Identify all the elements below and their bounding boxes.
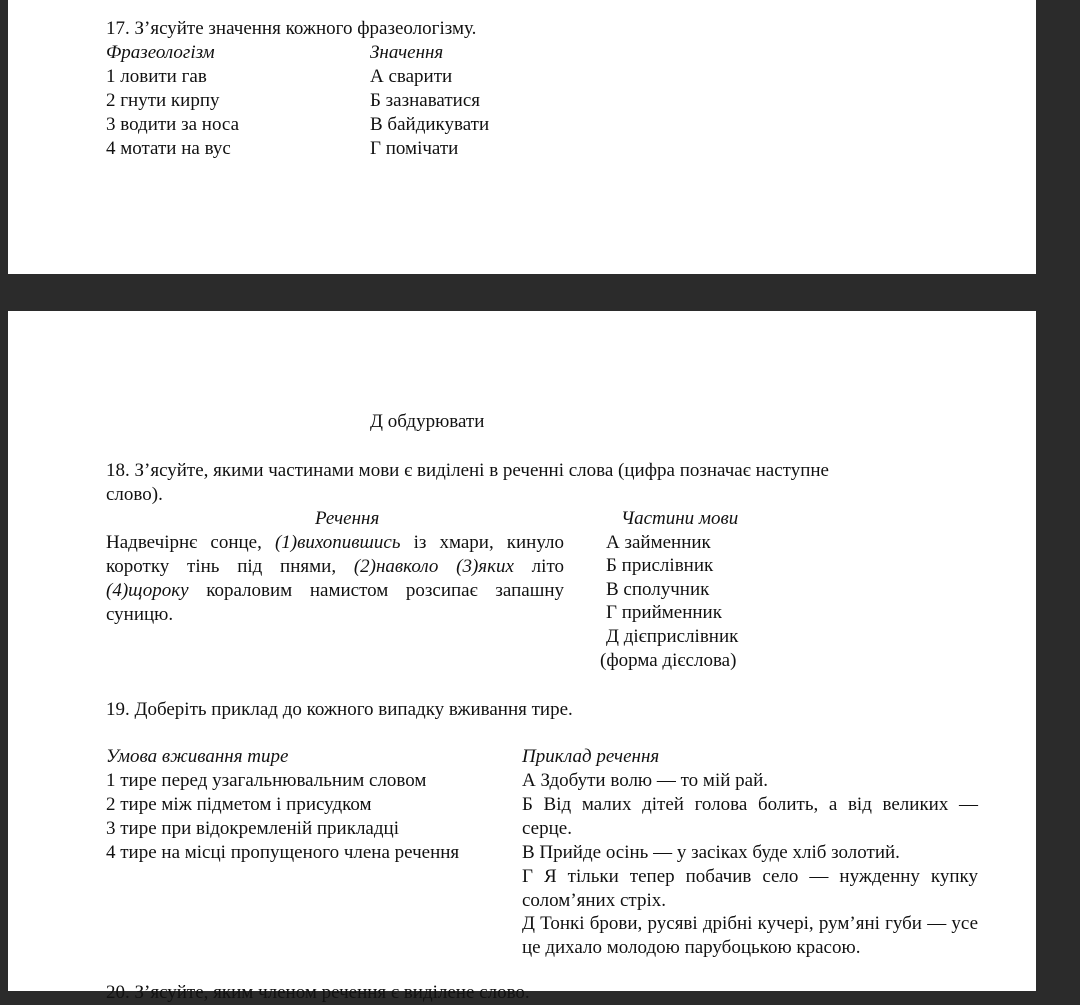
q18-highlighted-word: (4)щороку — [106, 580, 189, 601]
q17-title: 17. З’ясуйте значення кожного фразеологізму. — [106, 18, 477, 39]
q17-left-item: 4 мотати на вус — [106, 138, 231, 159]
q17-right-header: Значення — [370, 42, 444, 63]
q18-sentence-part — [438, 556, 456, 577]
q19-left-item: 1 тире перед узагальнювальним словом — [106, 770, 427, 791]
q18-title-line2: слово). — [106, 484, 163, 505]
q18-right-item: А займенник — [606, 532, 711, 553]
q17-left-item: 3 водити за носа — [106, 114, 240, 135]
q20-partial-title: 20. З’ясуйте, яким членом речення є виділене слово. — [106, 982, 530, 1003]
q18-sentence-part: із хмари, кинуло коротку тінь під пнями, — [106, 532, 564, 577]
q18-right-item: Г прийменник — [606, 602, 722, 623]
q17-right-item: А сварити — [370, 66, 453, 87]
document-page-1 — [8, 0, 1036, 274]
q18-highlighted-word: (2)навколо — [353, 556, 439, 577]
q17-right-item: В байдикувати — [370, 114, 490, 135]
q19-left-item: 4 тире на місці пропущеного члена речення — [106, 842, 460, 863]
q17-overflow-item: Д обдурювати — [370, 411, 485, 432]
q19-title: 19. Доберіть приклад до кожного випадку вживання тире. — [106, 699, 573, 720]
q18-left-header: Речення — [315, 508, 380, 529]
q19-right-item: А Здобути волю — то мій рай. — [522, 770, 768, 791]
q17-left-header: Фразеологізм — [106, 42, 215, 63]
q18-right-item: (форма дієслова) — [600, 650, 737, 671]
q18-highlighted-word: (3)яких — [456, 556, 514, 577]
q18-sentence — [106, 531, 564, 627]
q17-left-item: 1 ловити гав — [106, 66, 207, 87]
q18-right-header: Частини мови — [621, 508, 739, 529]
q19-right-item: Д Тонкі брови, русяві дрібні кучері, рум’яні губи — усе це дихало молодою парубоцькою красою. — [522, 913, 978, 958]
q18-title-line1: 18. З’ясуйте, якими частинами мови є виділені в реченні слова (цифра позначає наступне — [106, 460, 829, 481]
q18-sentence-part: літо — [513, 556, 564, 577]
q18-highlighted-word: (1)вихопившись — [274, 532, 401, 553]
q18-sentence-part: Надвечірнє сонце, — [106, 532, 275, 553]
q19-left-header: Умова вживання тире — [106, 746, 289, 767]
q18-right-item: Б прислівник — [606, 555, 714, 576]
q18-right-item: В сполучник — [606, 579, 710, 600]
q17-right-item: Б зазнаватися — [370, 90, 481, 111]
document-page-2 — [8, 311, 1036, 1003]
q18-right-item: Д дієприслівник — [606, 626, 739, 647]
q19-right-item: Б Від малих дітей голова болить, а від великих — серце. — [522, 794, 978, 839]
q19-left-item: 2 тире між підметом і присудком — [106, 794, 372, 815]
q18-sentence-part: кораловим намистом розсипає запашну суницю. — [106, 580, 564, 625]
q17-right-item: Г помічати — [370, 138, 459, 159]
q19-right-header: Приклад речення — [522, 746, 660, 767]
q19-left-item: 3 тире при відокремленій прикладці — [106, 818, 399, 839]
q19-right-item: Г Я тільки тепер побачив село — нужденну купку солом’яних стріх. — [522, 866, 978, 911]
q17-left-item: 2 гнути кирпу — [106, 90, 220, 111]
q19-right-item: В Прийде осінь — у засіках буде хліб золотий. — [522, 842, 900, 863]
